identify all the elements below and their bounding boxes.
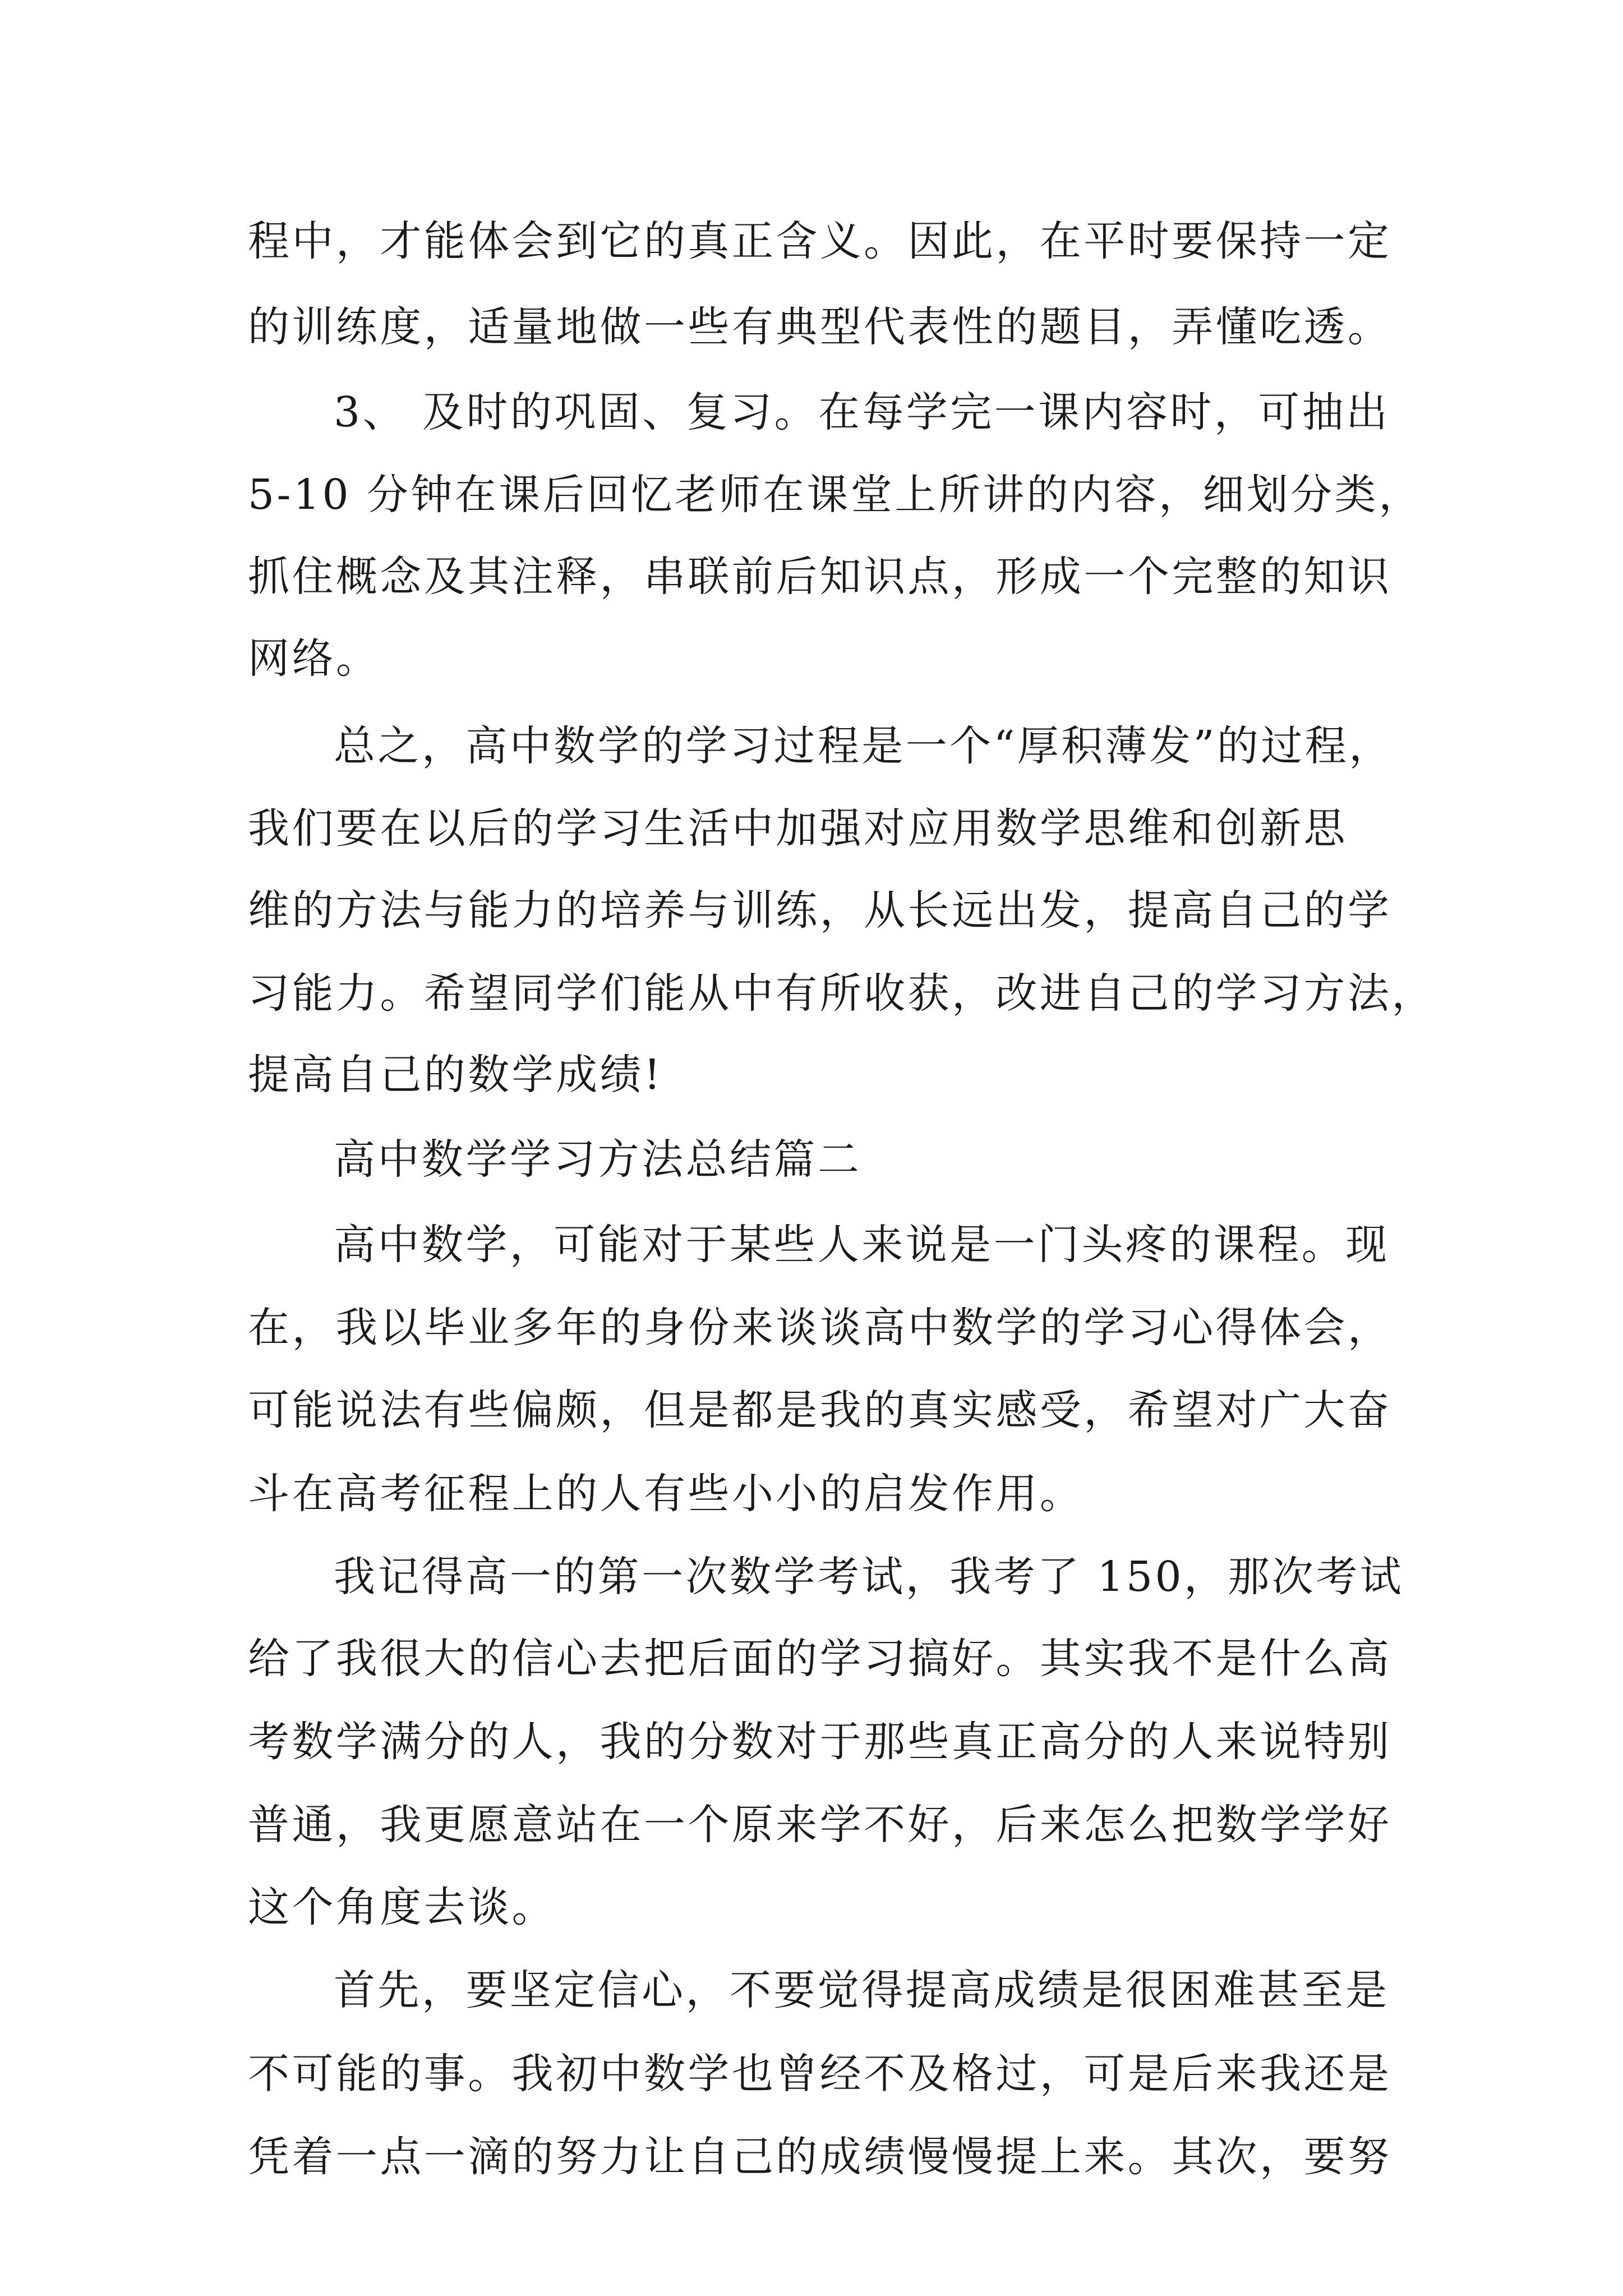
text-line: 不可能的事。我初中数学也曾经不及格过，可是后来我还是 [248, 2050, 1392, 2098]
section-heading: 高中数学学习方法总结篇二 [334, 1135, 862, 1184]
text-line: 我记得高一的第一次数学考试，我考了 150，那次考试 [334, 1553, 1404, 1601]
text-line: 普通，我更愿意站在一个原来学不好，后来怎么把数学学好 [248, 1801, 1392, 1849]
text-line: 的训练度，适量地做一些有典型代表性的题目，弄懂吃透。 [248, 303, 1392, 351]
text-line: 5-10 分钟在课后回忆老师在课堂上所讲的内容，细划分类， [248, 471, 1423, 519]
text-line: 抓住概念及其注释，串联前后知识点，形成一个完整的知识 [248, 553, 1392, 601]
text-line: 程中，才能体会到它的真正含义。因此，在平时要保持一定 [248, 217, 1392, 265]
text-line: 提高自己的数学成绩! [248, 1051, 663, 1099]
text-line: 总之，高中数学的学习过程是一个“厚积薄发”的过程， [334, 722, 1393, 770]
text-line: 首先，要坚定信心，不要觉得提高成绩是很困难甚至是 [334, 1966, 1390, 2014]
text-line: 斗在高考征程上的人有些小小的启发作用。 [248, 1470, 1084, 1518]
text-line: 维的方法与能力的培养与训练，从长远出发，提高自己的学 [248, 886, 1392, 935]
text-line: 这个角度去谈。 [248, 1883, 556, 1931]
text-line: 3、 及时的巩固、复习。在每学完一课内容时，可抽出 [334, 388, 1390, 436]
text-line: 考数学满分的人，我的分数对于那些真正高分的人来说特别 [248, 1718, 1392, 1766]
text-line: 我们要在以后的学习生活中加强对应用数学思维和创新思 [248, 804, 1348, 853]
text-line: 凭着一点一滴的努力让自己的成绩慢慢提上来。其次，要努 [248, 2133, 1392, 2181]
text-line: 可能说法有些偏颇，但是都是我的真实感受，希望对广大奋 [248, 1386, 1392, 1434]
text-line: 在，我以毕业多年的身份来谈谈高中数学的学习心得体会， [248, 1304, 1392, 1352]
text-line: 习能力。希望同学们能从中有所收获，改进自己的学习方法， [248, 969, 1436, 1018]
text-line: 给了我很大的信心去把后面的学习搞好。其实我不是什么高 [248, 1635, 1392, 1683]
text-line: 高中数学，可能对于某些人来说是一门头疼的课程。现 [334, 1221, 1390, 1269]
text-line: 网络。 [248, 634, 380, 683]
